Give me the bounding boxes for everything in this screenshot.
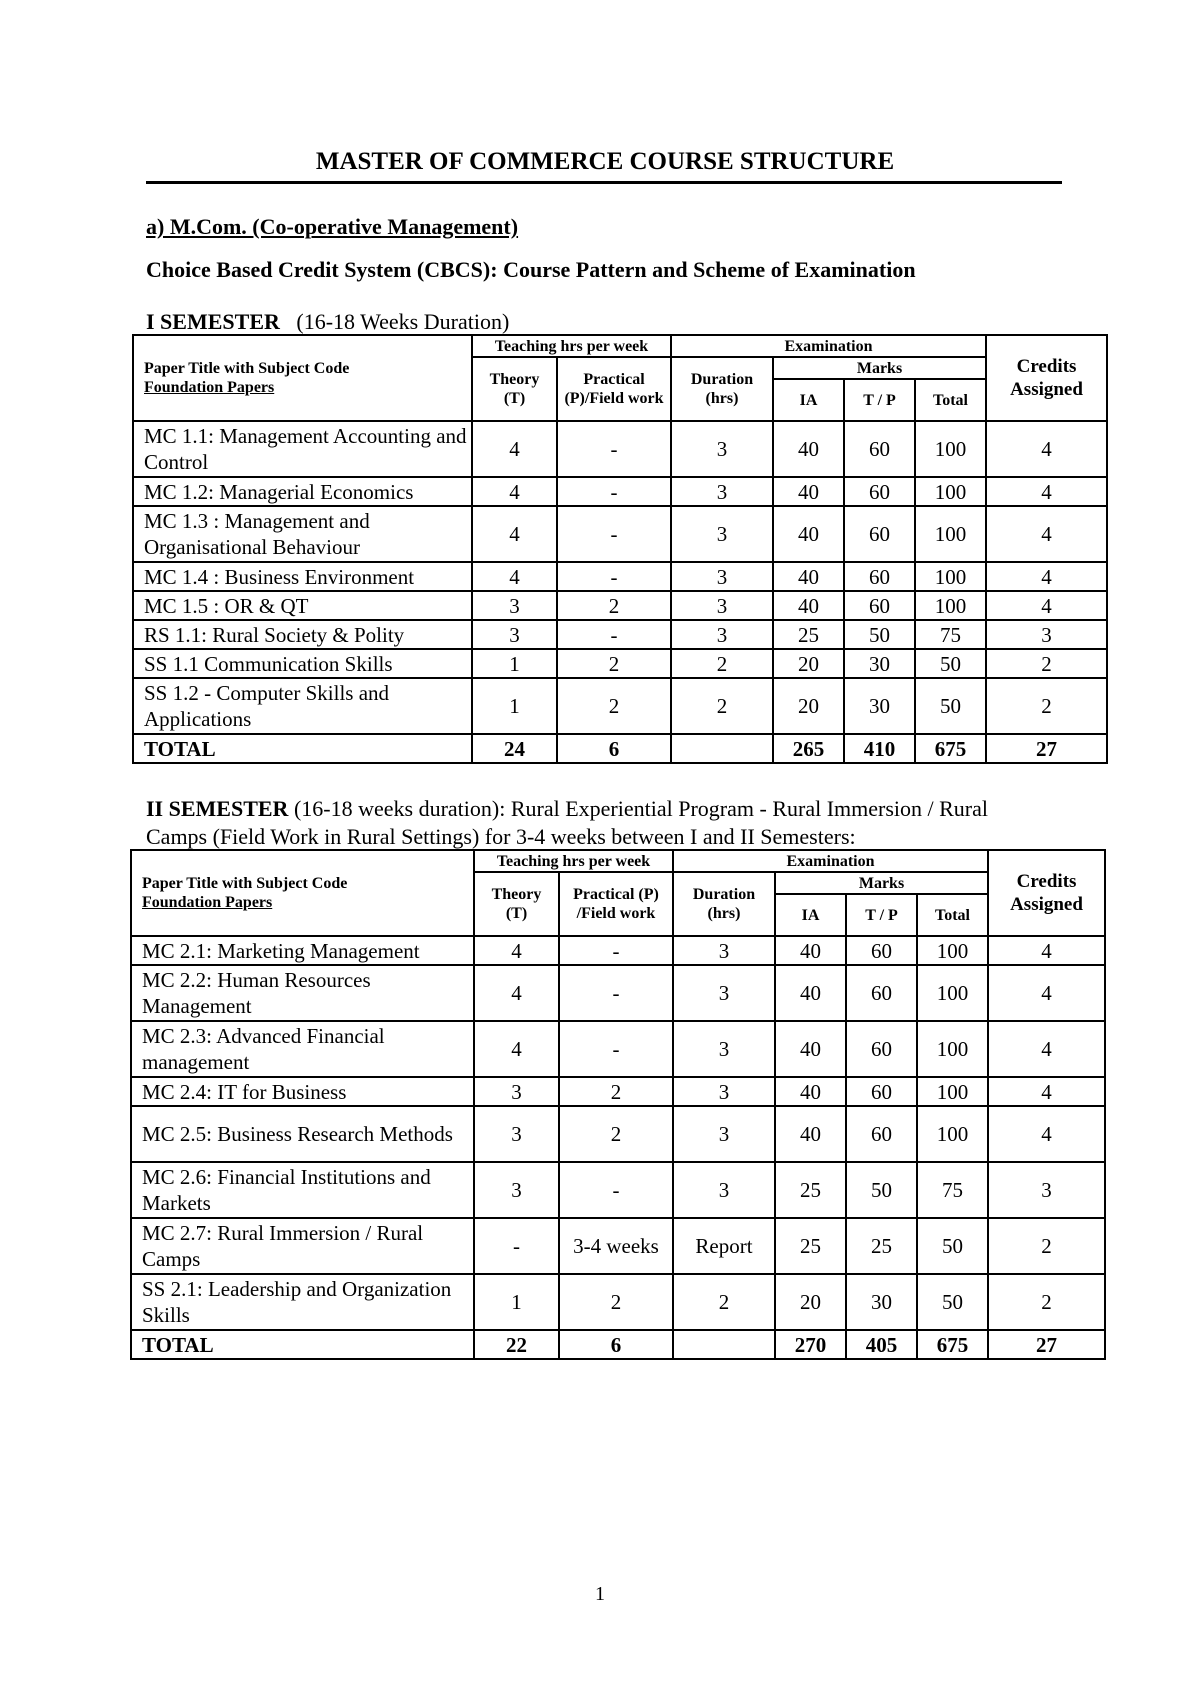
total-credits-cell: 27 (988, 1330, 1105, 1359)
tp-cell: 60 (846, 1106, 917, 1162)
total-ia-cell: 265 (773, 734, 844, 763)
table-row (131, 1106, 1105, 1162)
tp-cell: 50 (846, 1162, 917, 1218)
duration-cell: 3 (673, 1077, 775, 1106)
total-theory-cell: 22 (474, 1330, 559, 1359)
marks-header: Marks (773, 357, 986, 379)
semester-1-duration: (16-18 Weeks Duration) (296, 309, 510, 334)
credits-cell: 4 (986, 562, 1107, 591)
credits-cell: 2 (986, 678, 1107, 734)
theory-cell: 1 (474, 1274, 559, 1330)
total-cell: 100 (917, 936, 988, 965)
tp-cell: 60 (846, 1077, 917, 1106)
tp-header: T / P (846, 894, 917, 936)
theory-cell: 3 (474, 1106, 559, 1162)
semester-1-name: I SEMESTER (146, 309, 280, 334)
page-number: 1 (595, 1583, 605, 1605)
theory-cell: 4 (474, 1021, 559, 1077)
teaching-hours-header: Teaching hrs per week (472, 335, 671, 357)
scheme-heading: Choice Based Credit System (CBCS): Course Pattern and Scheme of Examination (146, 257, 916, 282)
paper-title-header: Paper Title with Subject Code Foundation Papers (133, 335, 472, 421)
practical-cell: - (559, 1021, 673, 1077)
practical-cell: - (559, 936, 673, 965)
total-cell: 100 (917, 1077, 988, 1106)
tp-cell: 60 (844, 591, 915, 620)
credits-header: Credits Assigned (988, 850, 1105, 936)
duration-cell: Report (673, 1218, 775, 1274)
total-practical-cell: 6 (557, 734, 671, 763)
table-row (133, 678, 1107, 734)
page-title: MASTER OF COMMERCE COURSE STRUCTURE (315, 148, 895, 175)
semester-2-heading (146, 795, 1046, 851)
practical-cell: - (557, 421, 671, 477)
ia-cell: 40 (773, 421, 844, 477)
table-row (131, 1162, 1105, 1218)
theory-header: Theory (T) (472, 357, 557, 421)
credits-cell: 3 (988, 1162, 1105, 1218)
ia-cell: 20 (775, 1274, 846, 1330)
total-ia-cell: 270 (775, 1330, 846, 1359)
table-row (131, 1218, 1105, 1274)
total-tp-cell: 410 (844, 734, 915, 763)
practical-cell: - (557, 506, 671, 562)
total-theory-cell: 24 (472, 734, 557, 763)
total-row (133, 734, 1107, 763)
paper-title-cell: MC 1.5 : OR & QT (133, 591, 472, 620)
total-row (131, 1330, 1105, 1359)
table-row (133, 591, 1107, 620)
total-cell: 75 (915, 620, 986, 649)
paper-title-cell: MC 1.1: Management Accounting and Control (133, 421, 472, 477)
total-header: Total (915, 379, 986, 421)
theory-cell: 4 (472, 477, 557, 506)
total-cell: 50 (917, 1274, 988, 1330)
practical-cell: - (559, 1162, 673, 1218)
table-row (133, 477, 1107, 506)
practical-header: Practical (P)/Field work (557, 357, 671, 421)
paper-title-cell: MC 2.4: IT for Business (131, 1077, 474, 1106)
total-label: TOTAL (133, 734, 472, 763)
tp-cell: 60 (844, 506, 915, 562)
credits-cell: 4 (986, 477, 1107, 506)
practical-cell: 2 (557, 678, 671, 734)
table-row (133, 562, 1107, 591)
duration-cell: 3 (671, 591, 773, 620)
examination-header: Examination (673, 850, 988, 872)
duration-cell: 2 (673, 1274, 775, 1330)
ia-cell: 40 (773, 506, 844, 562)
ia-cell: 25 (775, 1162, 846, 1218)
paper-title-cell: SS 1.1 Communication Skills (133, 649, 472, 678)
ia-cell: 40 (773, 477, 844, 506)
programme-subtitle: a) M.Com. (Co-operative Management) (146, 214, 519, 239)
theory-cell: 4 (474, 965, 559, 1021)
paper-title-cell: SS 1.2 - Computer Skills and Applications (133, 678, 472, 734)
credits-header: Credits Assigned (986, 335, 1107, 421)
paper-title-cell: MC 2.2: Human Resources Management (131, 965, 474, 1021)
theory-cell: 3 (472, 620, 557, 649)
semester-1-heading (146, 309, 509, 335)
tp-cell: 60 (846, 1021, 917, 1077)
paper-title-cell: MC 1.3 : Management and Organisational Behaviour (133, 506, 472, 562)
ia-cell: 20 (773, 678, 844, 734)
duration-cell: 3 (673, 1162, 775, 1218)
total-cell: 100 (917, 965, 988, 1021)
table-row (133, 506, 1107, 562)
practical-cell: 2 (559, 1106, 673, 1162)
practical-cell: 2 (557, 649, 671, 678)
theory-cell: 3 (474, 1162, 559, 1218)
duration-cell: 3 (673, 1106, 775, 1162)
practical-header: Practical (P) /Field work (559, 872, 673, 936)
total-total-cell: 675 (915, 734, 986, 763)
total-label: TOTAL (131, 1330, 474, 1359)
paper-title-cell: MC 2.5: Business Research Methods (131, 1106, 474, 1162)
total-practical-cell: 6 (559, 1330, 673, 1359)
total-credits-cell: 27 (986, 734, 1107, 763)
credits-cell: 4 (986, 421, 1107, 477)
semester-2-name: II SEMESTER (146, 796, 289, 821)
duration-cell: 3 (671, 620, 773, 649)
title-rule (146, 181, 1062, 184)
credits-cell: 4 (988, 936, 1105, 965)
credits-cell: 4 (988, 965, 1105, 1021)
tp-cell: 30 (844, 649, 915, 678)
practical-cell: 3-4 weeks (559, 1218, 673, 1274)
duration-cell: 2 (671, 678, 773, 734)
credits-cell: 4 (986, 591, 1107, 620)
ia-cell: 40 (775, 965, 846, 1021)
paper-title-cell: MC 1.2: Managerial Economics (133, 477, 472, 506)
semester-2-table (130, 849, 1106, 1360)
table-row (133, 620, 1107, 649)
tp-cell: 60 (844, 477, 915, 506)
tp-cell: 30 (846, 1274, 917, 1330)
duration-cell: 3 (671, 477, 773, 506)
practical-cell: - (559, 965, 673, 1021)
ia-cell: 25 (773, 620, 844, 649)
total-cell: 100 (915, 421, 986, 477)
credits-cell: 2 (988, 1274, 1105, 1330)
paper-title-cell: MC 2.3: Advanced Financial management (131, 1021, 474, 1077)
tp-cell: 60 (846, 965, 917, 1021)
total-tp-cell: 405 (846, 1330, 917, 1359)
practical-cell: - (557, 620, 671, 649)
credits-cell: 4 (986, 506, 1107, 562)
table-row (133, 649, 1107, 678)
duration-cell: 2 (671, 649, 773, 678)
duration-cell: 3 (671, 421, 773, 477)
table-row (131, 1021, 1105, 1077)
table-row (131, 965, 1105, 1021)
total-cell: 100 (917, 1021, 988, 1077)
total-cell: 50 (915, 678, 986, 734)
theory-cell: 3 (472, 591, 557, 620)
duration-cell: 3 (671, 506, 773, 562)
total-cell: 75 (917, 1162, 988, 1218)
paper-title-cell: MC 2.7: Rural Immersion / Rural Camps (131, 1218, 474, 1274)
duration-cell: 3 (671, 562, 773, 591)
ia-cell: 40 (775, 1106, 846, 1162)
teaching-hours-header: Teaching hrs per week (474, 850, 673, 872)
paper-title-header: Paper Title with Subject Code Foundation Papers (131, 850, 474, 936)
paper-title-cell: MC 1.4 : Business Environment (133, 562, 472, 591)
total-cell: 100 (917, 1106, 988, 1162)
marks-header: Marks (775, 872, 988, 894)
theory-cell: - (474, 1218, 559, 1274)
total-header: Total (917, 894, 988, 936)
theory-cell: 4 (472, 562, 557, 591)
duration-cell: 3 (673, 936, 775, 965)
theory-cell: 4 (474, 936, 559, 965)
total-cell: 50 (917, 1218, 988, 1274)
duration-cell: 3 (673, 1021, 775, 1077)
paper-title-cell: RS 1.1: Rural Society & Polity (133, 620, 472, 649)
semester-1-table (132, 334, 1108, 764)
tp-cell: 60 (844, 562, 915, 591)
practical-cell: 2 (559, 1274, 673, 1330)
credits-cell: 2 (986, 649, 1107, 678)
table-row (131, 1274, 1105, 1330)
duration-header: Duration (hrs) (671, 357, 773, 421)
credits-cell: 4 (988, 1021, 1105, 1077)
ia-cell: 40 (773, 591, 844, 620)
total-cell: 100 (915, 477, 986, 506)
ia-cell: 40 (775, 1021, 846, 1077)
total-cell: 100 (915, 506, 986, 562)
practical-cell: 2 (559, 1077, 673, 1106)
table-row (131, 936, 1105, 965)
credits-cell: 4 (988, 1077, 1105, 1106)
ia-header: IA (775, 894, 846, 936)
duration-header: Duration (hrs) (673, 872, 775, 936)
tp-cell: 25 (846, 1218, 917, 1274)
table-row (131, 1077, 1105, 1106)
ia-cell: 20 (773, 649, 844, 678)
theory-cell: 4 (472, 506, 557, 562)
tp-header: T / P (844, 379, 915, 421)
theory-cell: 1 (472, 678, 557, 734)
ia-cell: 40 (773, 562, 844, 591)
credits-cell: 3 (986, 620, 1107, 649)
tp-cell: 50 (844, 620, 915, 649)
ia-cell: 40 (775, 1077, 846, 1106)
practical-cell: - (557, 562, 671, 591)
theory-cell: 3 (474, 1077, 559, 1106)
tp-cell: 60 (846, 936, 917, 965)
paper-title-cell: SS 2.1: Leadership and Organization Skills (131, 1274, 474, 1330)
total-cell: 100 (915, 562, 986, 591)
total-cell: 50 (915, 649, 986, 678)
tp-cell: 30 (844, 678, 915, 734)
tp-cell: 60 (844, 421, 915, 477)
total-duration-cell (673, 1330, 775, 1359)
ia-cell: 40 (775, 936, 846, 965)
credits-cell: 2 (988, 1218, 1105, 1274)
practical-cell: 2 (557, 591, 671, 620)
theory-cell: 4 (472, 421, 557, 477)
total-total-cell: 675 (917, 1330, 988, 1359)
total-duration-cell (671, 734, 773, 763)
credits-cell: 4 (988, 1106, 1105, 1162)
paper-title-cell: MC 2.1: Marketing Management (131, 936, 474, 965)
practical-cell: - (557, 477, 671, 506)
paper-title-cell: MC 2.6: Financial Institutions and Markets (131, 1162, 474, 1218)
ia-header: IA (773, 379, 844, 421)
theory-header: Theory (T) (474, 872, 559, 936)
total-cell: 100 (915, 591, 986, 620)
ia-cell: 25 (775, 1218, 846, 1274)
semester-2-description: (16-18 weeks duration): Rural Experiential Program - Rural Immersion / Rural Camps (Field Work in Rural Settings) for 3-4 weeks between I and II Semesters: (146, 796, 988, 849)
duration-cell: 3 (673, 965, 775, 1021)
theory-cell: 1 (472, 649, 557, 678)
table-row (133, 421, 1107, 477)
examination-header: Examination (671, 335, 986, 357)
